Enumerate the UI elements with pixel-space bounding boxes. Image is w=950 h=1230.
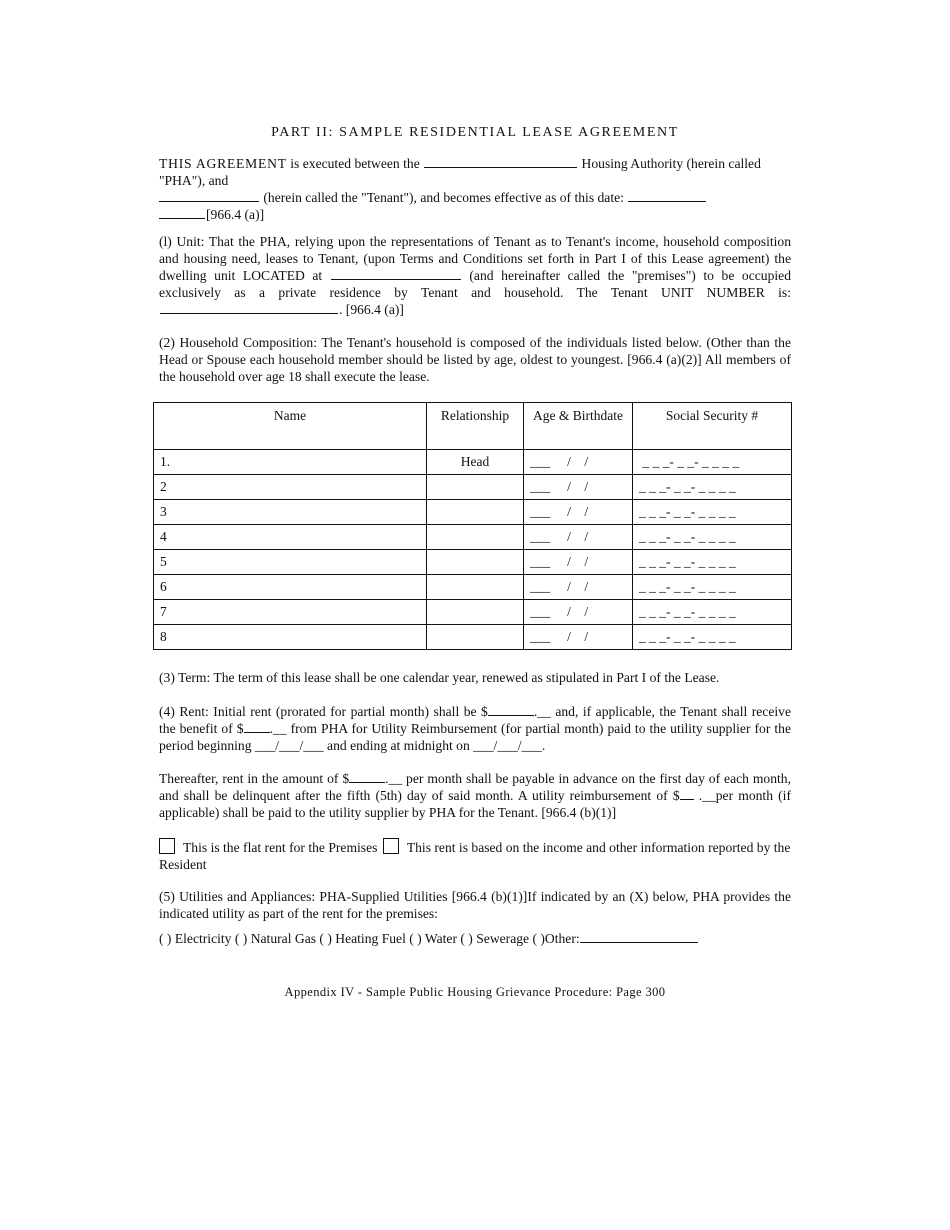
utilities-clause: (5) Utilities and Appliances: PHA-Supplied Utilities [966.4 (b)(1)]If indicated by an (X) below, PHA provides the indicated utility as part of the rent for the premises: (159, 889, 791, 921)
utilities-list (159, 930, 791, 947)
row-ssn-cell[interactable]: _ _ _- _ _- _ _ _ _ (633, 525, 792, 550)
term-clause: (3) Term: The term of this lease shall be one calendar year, renewed as stipulated in Part I of the Lease. (159, 670, 720, 685)
row-relationship-cell[interactable] (427, 500, 524, 525)
table-row (154, 625, 792, 650)
table-row (154, 550, 792, 575)
col-name-header: Name (154, 403, 427, 450)
effective-date-blank-cont[interactable] (159, 206, 205, 219)
row-relationship-cell[interactable] (427, 475, 524, 500)
table-row (154, 500, 792, 525)
rent-text-4: and ending at midnight on (323, 738, 474, 753)
monthly-rent-blank[interactable] (349, 770, 385, 783)
end-date-blank[interactable]: ___/___/___ (473, 738, 542, 753)
row-ssn-cell[interactable]: _ _ _- _ _- _ _ _ _ (633, 600, 792, 625)
row-ssn-cell[interactable]: _ _ _- _ _- _ _ _ _ (633, 625, 792, 650)
row-relationship-cell[interactable] (427, 575, 524, 600)
other-utility-blank[interactable] (580, 930, 698, 943)
rent-clause (159, 703, 791, 754)
row-name-cell[interactable]: 5 (154, 550, 427, 575)
table-row (154, 475, 792, 500)
row-relationship-cell[interactable] (427, 525, 524, 550)
row-age-cell[interactable]: ___ / / (524, 500, 633, 525)
agreement-intro (159, 155, 791, 223)
income-rent-checkbox[interactable] (383, 838, 399, 854)
col-age-header: Age & Birthdate (524, 403, 633, 450)
thereafter-text-3: .__per month (if applicable) shall be paid to the utility supplier by PHA for the Tenant. [966.4 (b)(1)] (159, 788, 791, 820)
row-ssn-cell[interactable]: _ _ _- _ _- _ _ _ _ (633, 575, 792, 600)
begin-date-blank[interactable]: ___/___/___ (254, 738, 324, 753)
row-age-cell[interactable]: ___ / / (524, 600, 633, 625)
reimbursement-blank[interactable] (244, 720, 270, 733)
row-age-cell[interactable]: ___ / / (524, 575, 633, 600)
row-name-cell[interactable]: 1. (154, 450, 427, 475)
row-ssn-cell[interactable]: _ _ _- _ _- _ _ _ _ (633, 475, 792, 500)
intro-lead: THIS AGREEMENT (159, 156, 287, 171)
initial-rent-blank[interactable] (488, 703, 534, 716)
rent-text-2: .__ and, if applicable, the Tenant shall receive the benefit of $ (159, 704, 791, 736)
row-age-cell[interactable]: ___ / / (524, 625, 633, 650)
thereafter-clause (159, 770, 791, 821)
row-age-cell[interactable]: ___ / / (524, 550, 633, 575)
rent-text-3: .__ from PHA for Utility Reimbursement (for partial month) paid to the utility supplier for the period beginning (159, 721, 791, 753)
row-ssn-cell[interactable]: _ _ _- _ _- _ _ _ _ (633, 450, 792, 475)
unit-clause (159, 233, 791, 318)
flat-rent-options (159, 838, 791, 873)
utility-reimbursement-blank[interactable] (680, 787, 694, 800)
table-row (154, 525, 792, 550)
intro-text-1: is executed between the (286, 156, 424, 171)
row-ssn-cell[interactable]: _ _ _- _ _- _ _ _ _ (633, 500, 792, 525)
row-name-cell[interactable]: 7 (154, 600, 427, 625)
household-table (153, 402, 792, 650)
row-age-cell[interactable]: ___ / / (524, 525, 633, 550)
location-blank[interactable] (331, 267, 461, 280)
col-relationship-header: Relationship (427, 403, 524, 450)
table-row (154, 450, 792, 475)
row-relationship-cell[interactable] (427, 625, 524, 650)
page-footer: Appendix IV - Sample Public Housing Grievance Procedure: Page 300 (284, 985, 666, 999)
unit-text-2: (and hereinafter called the "premises") to be occupied exclusively as a private residence by Tenant and household. The Tenant UNIT NUMBER is: (159, 268, 792, 300)
row-name-cell[interactable]: 2 (154, 475, 427, 500)
utilities-options: ( ) Electricity ( ) Natural Gas ( ) Heating Fuel ( ) Water ( ) Sewerage ( )Other: (159, 931, 580, 946)
thereafter-text-2: .__ per month shall be payable in advance on the first day of each month, and shall be delinquent after the fifth (5th) day of said month. A utility reimbursement of $ (159, 771, 791, 803)
row-age-cell[interactable]: ___ / / (524, 475, 633, 500)
housing-authority-blank[interactable] (424, 155, 577, 168)
row-relationship-cell[interactable] (427, 600, 524, 625)
rent-text-1: (4) Rent: Initial rent (prorated for partial month) shall be $ (159, 704, 488, 719)
row-name-cell[interactable]: 3 (154, 500, 427, 525)
table-row (154, 600, 792, 625)
thereafter-text-1: Thereafter, rent in the amount of $ (159, 771, 350, 786)
effective-date-blank[interactable] (628, 189, 706, 202)
intro-text-2: Housing Authority (herein called "PHA"), and (159, 156, 761, 188)
income-rent-label: This rent is based on the income and other information reported by the Resident (159, 840, 791, 872)
unit-number-blank[interactable] (160, 301, 338, 314)
flat-rent-checkbox[interactable] (159, 838, 175, 854)
unit-text-1: (l) Unit: That the PHA, relying upon the representations of Tenant as to Tenant's income, household composition and housing need, leases to Tenant, (upon Terms and Conditions set forth in Part I of this Lease agreement) the dwelling unit LOCATED at (159, 234, 791, 283)
intro-text-3: (herein called the "Tenant"), and becomes effective as of this date: (260, 190, 628, 205)
table-row (154, 575, 792, 600)
table-header-row (154, 403, 792, 450)
unit-text-3: . [966.4 (a)] (339, 302, 404, 317)
row-name-cell[interactable]: 6 (154, 575, 427, 600)
row-age-cell[interactable]: ___ / / (524, 450, 633, 475)
tenant-name-blank[interactable] (159, 189, 259, 202)
row-relationship-cell[interactable] (427, 550, 524, 575)
col-ssn-header: Social Security # (633, 403, 792, 450)
household-clause: (2) Household Composition: The Tenant's household is composed of the individuals listed below. (Other than the Head or Spouse each household member should be listed by age, oldest to youngest. [966.4 (a)(2)] All members of the household over age 18 shall execute the lease. (159, 335, 791, 384)
page-title: PART II: SAMPLE RESIDENTIAL LEASE AGREEMENT (271, 125, 679, 140)
row-ssn-cell[interactable]: _ _ _- _ _- _ _ _ _ (633, 550, 792, 575)
rent-text-5: . (541, 738, 546, 753)
intro-text-4: [966.4 (a)] (206, 207, 265, 222)
row-name-cell[interactable]: 8 (154, 625, 427, 650)
row-name-cell[interactable]: 4 (154, 525, 427, 550)
flat-rent-label: This is the flat rent for the Premises (183, 840, 378, 855)
row-relationship-cell[interactable]: Head (427, 450, 524, 475)
